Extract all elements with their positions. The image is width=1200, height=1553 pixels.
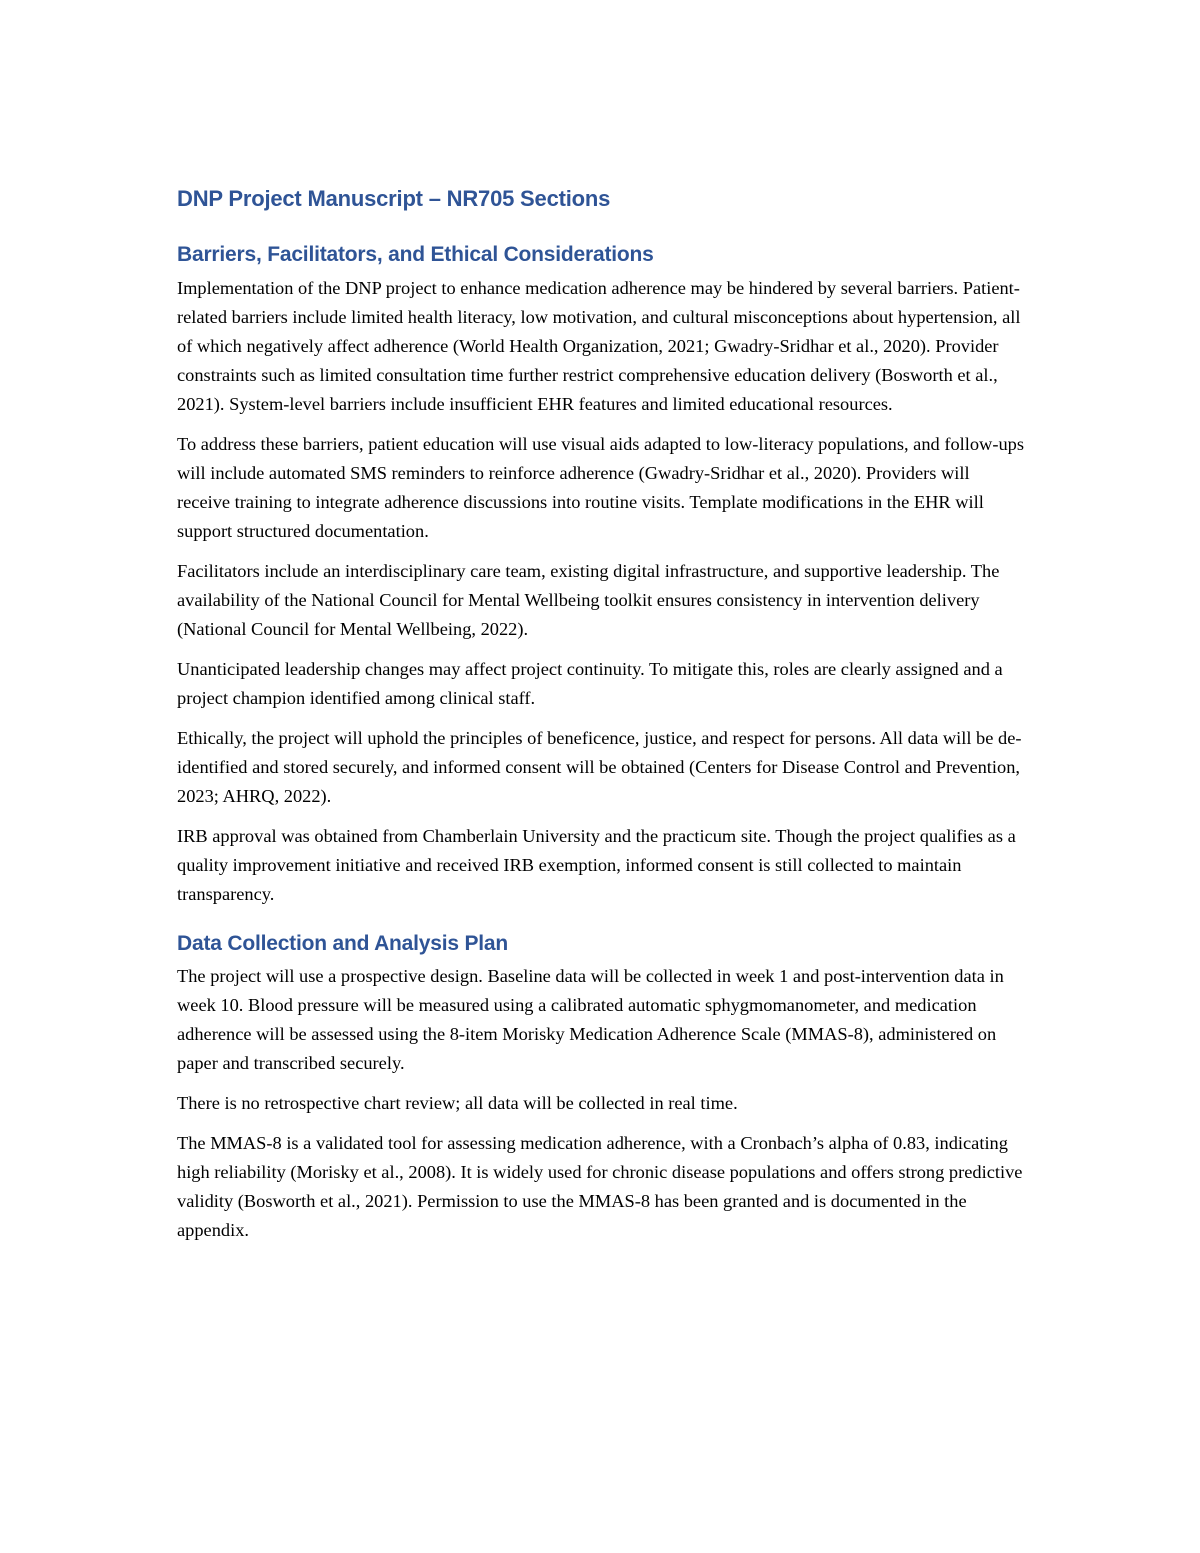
section-heading: Data Collection and Analysis Plan <box>177 931 509 955</box>
paragraph: To address these barriers, patient education will use visual aids adapted to low-literacy populations, and follow-ups will include automated SMS reminders to reinforce adherence (Gwadry-Sridhar et al., 2020). Providers will receive training to integrate adherence discussions into routine visits. Template modifications in the EHR will support structured documentation. <box>177 433 1025 541</box>
section-barriers-facilitators-ethics <box>177 242 1027 908</box>
paragraph: The MMAS-8 is a validated tool for assessing medication adherence, with a Cronbach’s alpha of 0.83, indicating high reliability (Morisky et al., 2008). It is widely used for chronic disease populations and offers strong predictive validity (Bosworth et al., 2021). Permission to use the MMAS-8 has been granted and is documented in the appendix. <box>177 1132 1023 1240</box>
section-data-collection-analysis <box>177 931 1027 1245</box>
paragraph: There is no retrospective chart review; all data will be collected in real time. <box>177 1092 738 1113</box>
paragraph: Ethically, the project will uphold the principles of beneficence, justice, and respect for persons. All data will be de-identified and stored securely, and informed consent will be obtained (Centers for Disease Control and Prevention, 2023; AHRQ, 2022). <box>177 727 1022 806</box>
document-title: DNP Project Manuscript – NR705 Sections <box>177 186 611 211</box>
paragraph: Unanticipated leadership changes may affect project continuity. To mitigate this, roles are clearly assigned and a project champion identified among clinical staff. <box>177 658 1003 708</box>
section-heading: Barriers, Facilitators, and Ethical Considerations <box>177 243 654 267</box>
paragraph: Implementation of the DNP project to enhance medication adherence may be hindered by several barriers. Patient-related barriers include limited health literacy, low motivation, and cultural misconceptions about hypertension, all of which negatively affect adherence (World Health Organization, 2021; Gwadry-Sridhar et al., 2020). Provider constraints such as limited consultation time further restrict comprehensive education delivery (Bosworth et al., 2021). System-level barriers include insufficient EHR features and limited educational resources. <box>177 277 1021 414</box>
document-page <box>177 186 1027 1256</box>
paragraph: IRB approval was obtained from Chamberlain University and the practicum site. Though the project qualifies as a quality improvement initiative and received IRB exemption, informed consent is still collected to maintain transparency. <box>177 825 1016 904</box>
paragraph: Facilitators include an interdisciplinary care team, existing digital infrastructure, and supportive leadership. The availability of the National Council for Mental Wellbeing toolkit ensures consistency in intervention delivery (National Council for Mental Wellbeing, 2022). <box>177 560 1000 639</box>
paragraph: The project will use a prospective design. Baseline data will be collected in week 1 and post-intervention data in week 10. Blood pressure will be measured using a calibrated automatic sphygmomanometer, and medication adherence will be assessed using the 8-item Morisky Medication Adherence Scale (MMAS-8), administered on paper and transcribed securely. <box>177 965 1004 1073</box>
